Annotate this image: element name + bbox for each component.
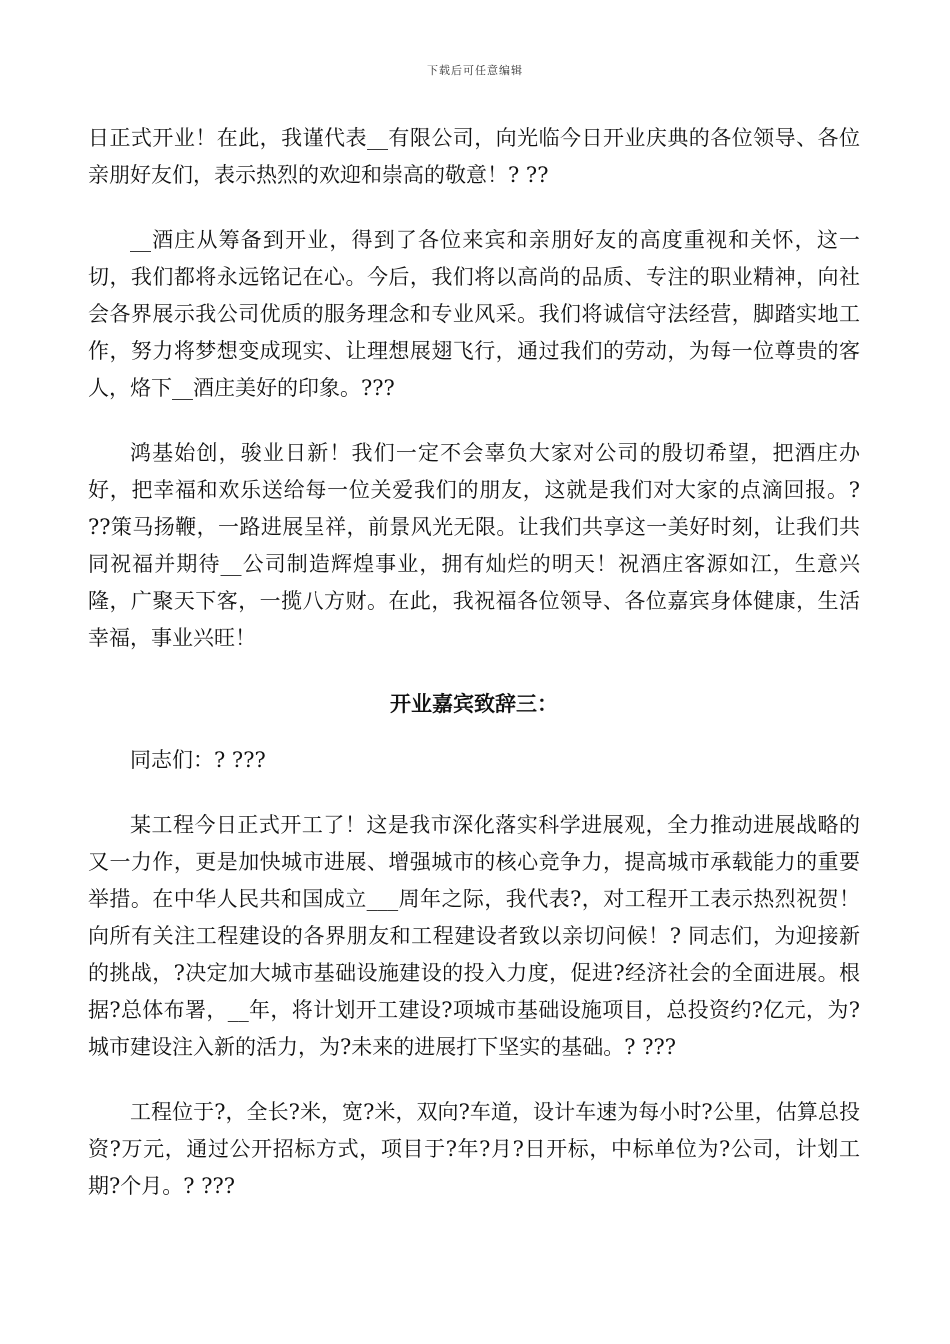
header-note: 下载后可任意编辑 [427,64,523,77]
document-body [88,120,860,1233]
paragraph-4: 同志们：? ??? [130,748,266,772]
paragraph-1: 日正式开业！在此，我谨代表__有限公司，向光临今日开业庆典的各位领导、各位亲朋好友们，表示热烈的欢迎和崇高的敬意！? ?? [88,126,860,187]
paragraph-5: 某工程今日正式开工了！这是我市深化落实科学进展观，全力推动进展战略的又一力作，更是加快城市进展、增强城市的核心竞争力，提高城市承载能力的重要举措。在中华人民共和国成立___周年之际，我代表?，对工程开工表示热烈祝贺！向所有关注工程建设的各界朋友和工程建设者致以亲切问候！? 同志们，为迎接新的挑战，?决定加大城市基础设施建设的投入力度，促进?经济社会的全面进展。根据?总体布署，__年，将计划开工建设?项城市基础设施项目，总投资约?亿元，为?城市建设注入新的活力，为?未来的进展打下坚实的基础。? ??? [88,813,860,1059]
paragraph-6: 工程位于?，全长?米，宽?米，双向?车道，设计车速为每小时?公里，估算总投资?万元，通过公开招标方式，项目于?年?月?日开标，中标单位为?公司，计划工期?个月。? ??? [88,1100,860,1198]
paragraph-2: __酒庄从筹备到开业，得到了各位来宾和亲朋好友的高度重视和关怀，这一切，我们都将永远铭记在心。今后，我们将以高尚的品质、专注的职业精神，向社会各界展示我公司优质的服务理念和专业风采。我们将诚信守法经营，脚踏实地工作，努力将梦想变成现实、让理想展翅飞行，通过我们的劳动，为每一位尊贵的客人，烙下__酒庄美好的印象。??? [88,228,860,400]
section-heading: 开业嘉宾致辞三： [390,691,558,716]
paragraph-3: 鸿基始创，骏业日新！我们一定不会辜负大家对公司的殷切希望，把酒庄办好，把幸福和欢乐送给每一位关爱我们的朋友，这就是我们对大家的点滴回报。? ??策马扬鞭，一路进展呈祥，前景风光无限。让我们共享这一美好时刻，让我们共同祝福并期待__公司制造辉煌事业，拥有灿烂的明天！祝酒庄客源如江，生意兴隆，广聚天下客，一揽八方财。在此，我祝福各位领导、各位嘉宾身体健康，生活幸福，事业兴旺！ [88,441,860,650]
